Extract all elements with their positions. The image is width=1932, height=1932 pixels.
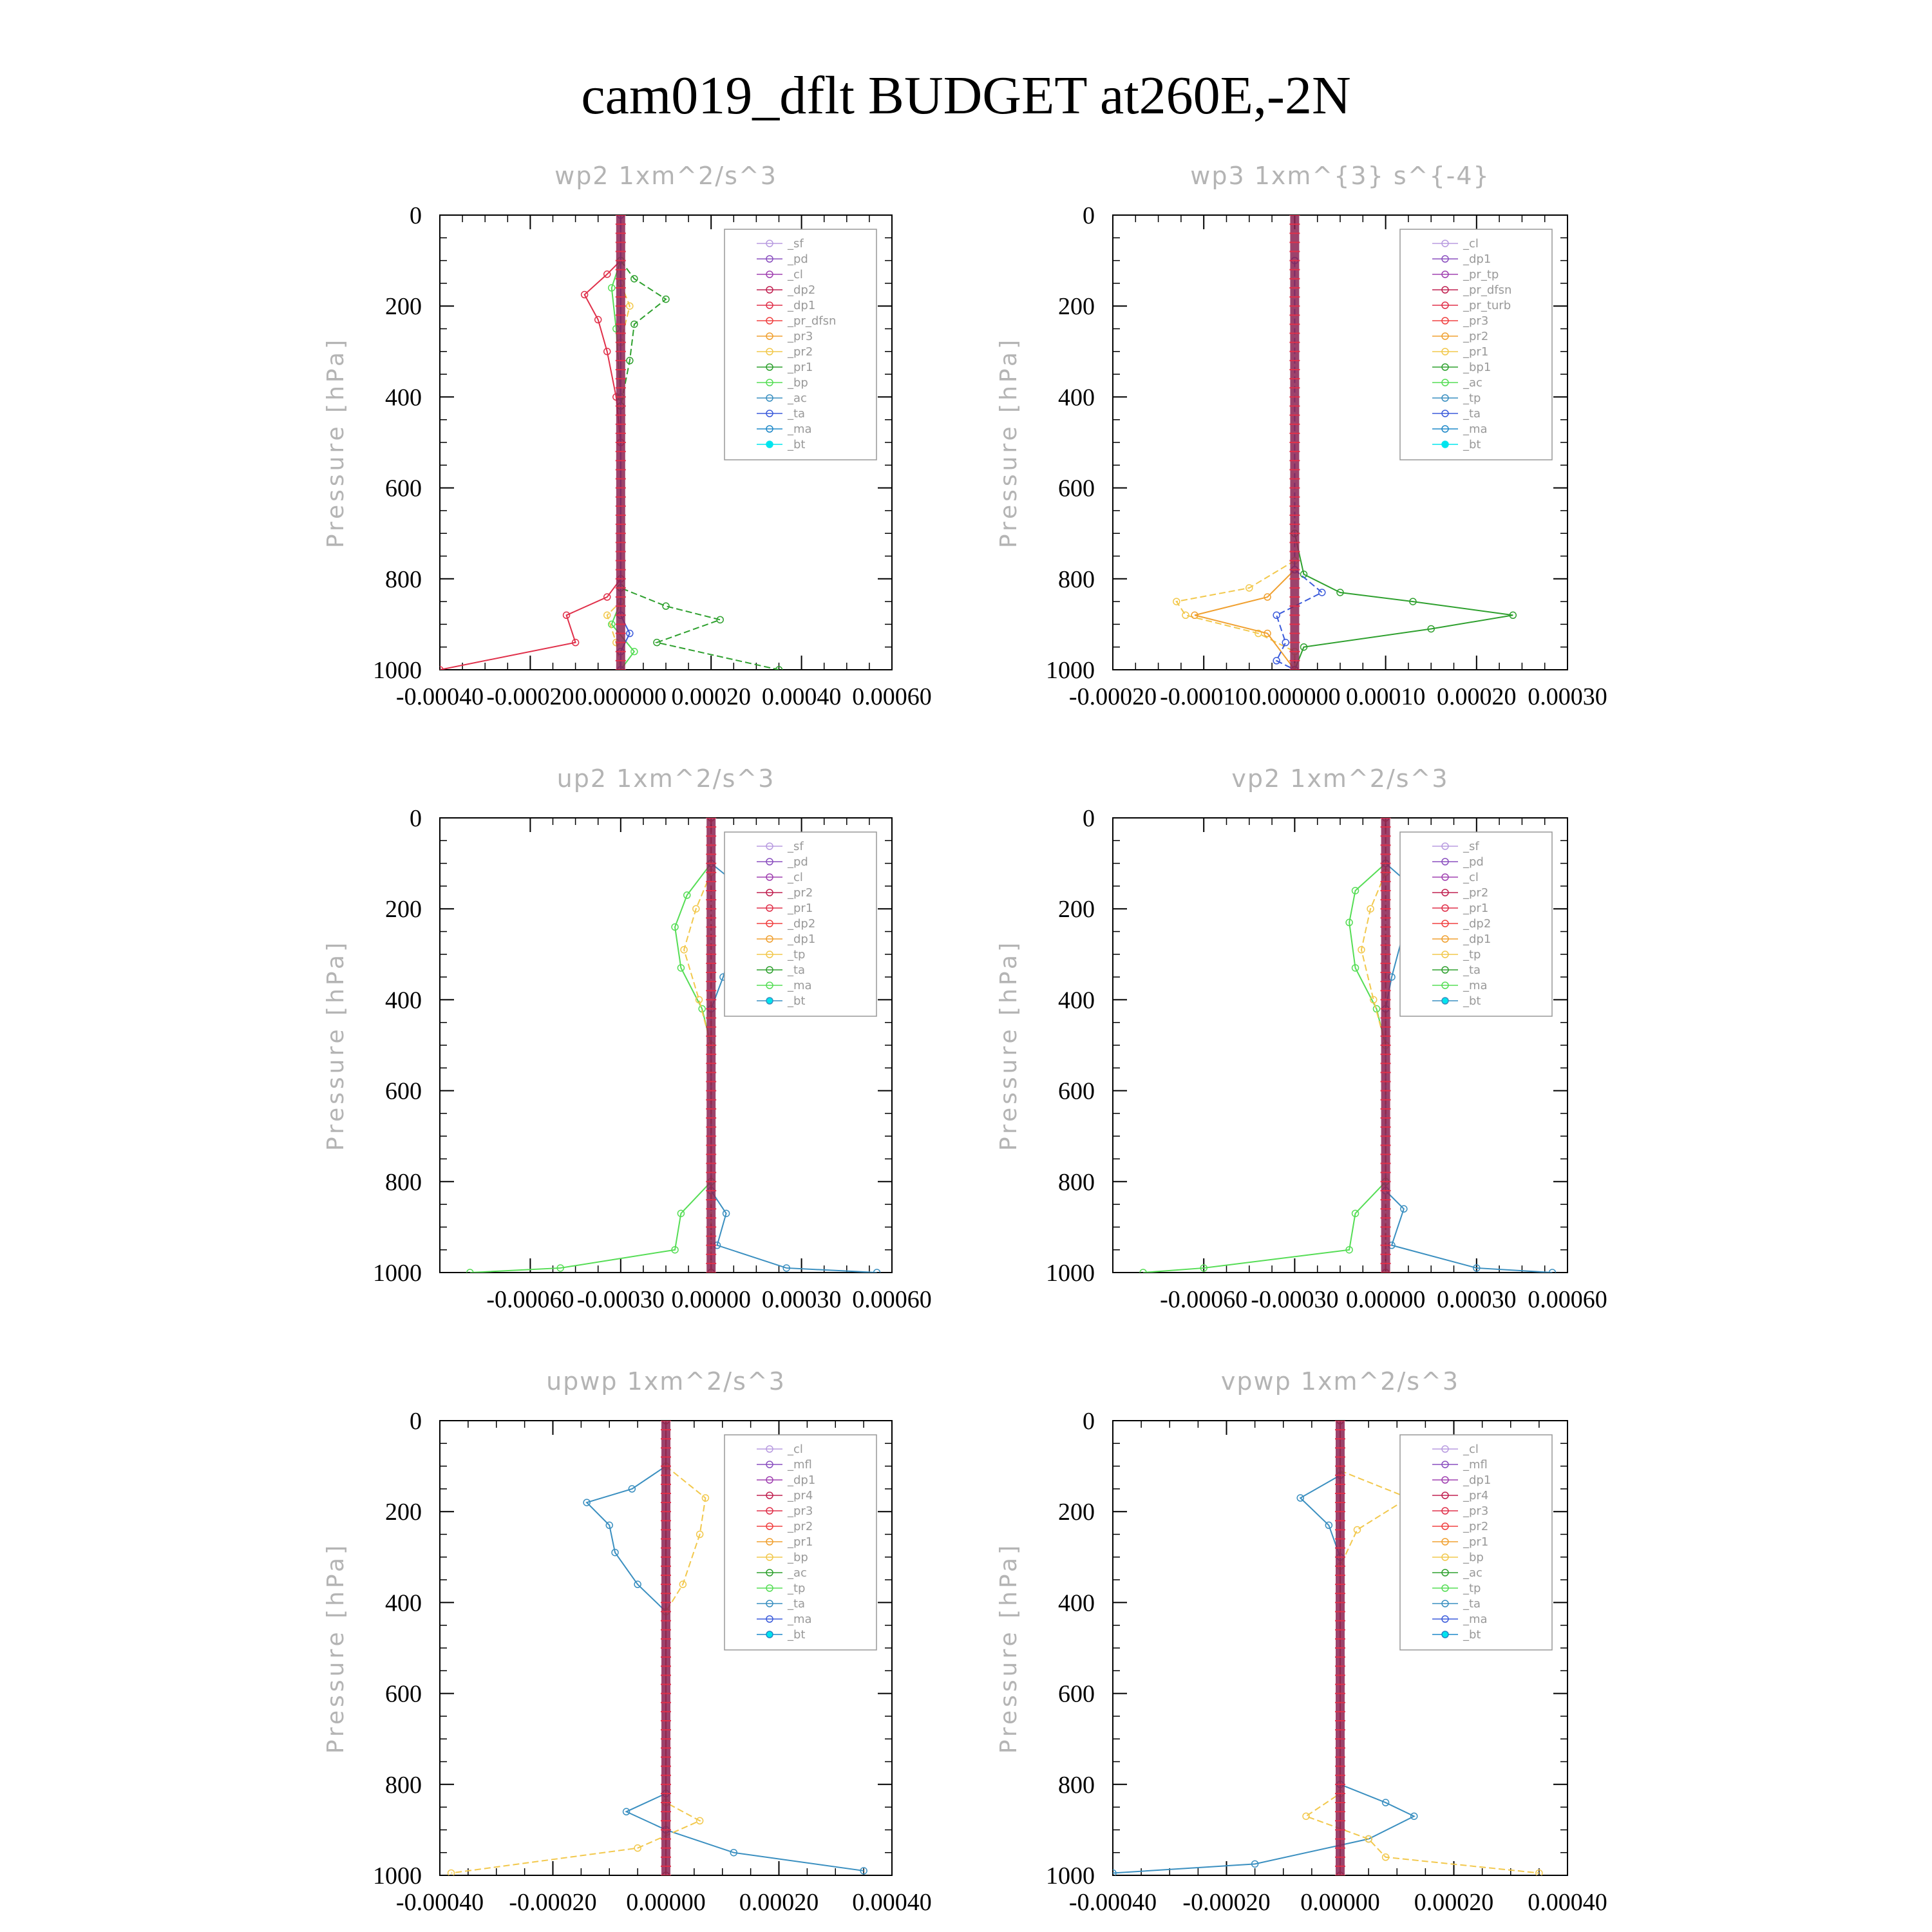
y-tick-label: 1000 (373, 1862, 422, 1889)
y-tick-label: 600 (1058, 475, 1095, 502)
y-tick-label: 1000 (373, 1260, 422, 1287)
panel-title: wp3 1xm^{3} s^{-4} (1190, 162, 1490, 190)
legend-label: _cl (1463, 871, 1479, 884)
y-tick-label: 1000 (1046, 657, 1095, 684)
y-tick-label: 600 (385, 1077, 422, 1105)
legend-label: _pr_turb (1463, 299, 1511, 312)
legend-label: _cl (788, 1443, 803, 1456)
legend-label: _tp (1463, 948, 1481, 961)
legend-label: _pr3 (1463, 1504, 1489, 1518)
y-tick-label: 200 (1058, 293, 1095, 321)
legend-label: _pr2 (788, 1520, 813, 1533)
legend-marker (766, 998, 773, 1004)
legend-label: _cl (1463, 1443, 1479, 1456)
legend-label: _bt (788, 994, 806, 1008)
chart-panel-4 (996, 764, 1607, 1313)
legend-label: _ta (1463, 963, 1481, 977)
y-tick-label: 0 (1083, 1408, 1095, 1435)
legend-label: _ma (788, 979, 812, 992)
legend (1400, 1435, 1552, 1650)
legend-label: _dp2 (1463, 917, 1492, 931)
x-tick-label: 0.00030 (1528, 683, 1607, 710)
y-tick-label: 1000 (1046, 1260, 1095, 1287)
legend-label: _pr1 (788, 1535, 813, 1549)
y-axis-label: Pressure [hPa] (323, 336, 349, 549)
legend-label: _pr1 (1463, 1535, 1489, 1549)
x-tick-label: 0.00020 (1437, 683, 1517, 710)
x-tick-label: 0.00040 (1528, 1889, 1607, 1916)
legend-label: _pr1 (788, 361, 813, 374)
y-tick-label: 0 (410, 202, 422, 229)
legend-label: _ma (788, 1613, 812, 1626)
x-tick-label: 0.000000 (574, 683, 667, 710)
legend-label: _dp2 (788, 917, 816, 931)
legend-label: _pr1 (1463, 902, 1489, 915)
x-tick-label: 0.00000 (671, 1286, 751, 1313)
y-tick-label: 800 (385, 565, 422, 593)
legend-marker (766, 441, 773, 448)
x-tick-label: 0.00000 (626, 1889, 706, 1916)
x-tick-label: 0.00030 (1437, 1286, 1517, 1313)
panel-title: up2 1xm^2/s^3 (556, 764, 775, 793)
y-tick-label: 400 (385, 1589, 422, 1617)
x-tick-label: -0.00040 (1068, 1889, 1157, 1916)
legend-label: _pr2 (788, 345, 813, 359)
x-tick-label: 0.00040 (852, 1889, 932, 1916)
x-tick-label: -0.00040 (395, 1889, 484, 1916)
y-tick-label: 800 (1058, 1771, 1095, 1799)
series-point (1282, 639, 1289, 646)
legend-marker (1442, 998, 1448, 1004)
legend-label: _dp1 (788, 299, 816, 312)
legend-label: _ac (1463, 1566, 1482, 1580)
legend-label: _tp (1463, 1582, 1481, 1595)
chart-panel-6 (996, 1367, 1607, 1916)
y-tick-label: 800 (385, 1168, 422, 1196)
series-line-pr1 (1177, 561, 1295, 670)
legend (724, 832, 876, 1016)
legend-label: _ma (1463, 1613, 1488, 1626)
x-tick-label: 0.00060 (852, 1286, 932, 1313)
legend-label: _pr2 (1463, 886, 1489, 900)
legend-label: _ta (1463, 407, 1481, 421)
y-tick-label: 800 (1058, 565, 1095, 593)
legend-label: _pr4 (788, 1489, 813, 1502)
legend-label: _bp (1463, 1551, 1484, 1564)
y-tick-label: 400 (1058, 987, 1095, 1014)
legend-label: _pr2 (1463, 330, 1489, 343)
legend (724, 229, 876, 460)
figure-title: cam019_dflt BUDGET at260E,-2N (581, 66, 1351, 126)
y-tick-label: 800 (1058, 1168, 1095, 1196)
legend-label: _pd (788, 855, 808, 869)
series-point (1273, 612, 1280, 618)
legend-label: _bp (788, 376, 808, 390)
series-line-bp1 (1294, 533, 1513, 670)
legend-label: _mfl (1463, 1458, 1488, 1472)
series-point (1354, 1526, 1360, 1533)
y-tick-label: 400 (1058, 384, 1095, 412)
legend-label: _sf (788, 840, 804, 853)
legend-label: _pr3 (788, 330, 813, 343)
y-axis-label: Pressure [hPa] (996, 939, 1022, 1151)
legend-label: _ma (1463, 979, 1488, 992)
x-tick-label: -0.00040 (395, 683, 484, 710)
y-tick-label: 1000 (373, 657, 422, 684)
x-tick-label: -0.00060 (1160, 1286, 1248, 1313)
legend-label: _cl (788, 871, 803, 884)
legend-marker (1442, 441, 1448, 448)
y-axis-label: Pressure [hPa] (996, 336, 1022, 549)
y-tick-label: 1000 (1046, 1862, 1095, 1889)
x-tick-label: -0.00030 (1251, 1286, 1339, 1313)
legend-label: _pr3 (788, 1504, 813, 1518)
series-point (1303, 1813, 1309, 1819)
legend-label: _dp1 (1463, 1473, 1492, 1487)
legend-label: _pr3 (1463, 314, 1489, 328)
legend-label: _ac (788, 392, 807, 405)
panel-title: wp2 1xm^2/s^3 (554, 162, 777, 190)
y-tick-label: 200 (385, 293, 422, 321)
series-line-tp (1113, 1475, 1414, 1873)
legend-label: _bt (788, 438, 806, 451)
legend-label: _dp1 (1463, 252, 1492, 266)
legend-label: _bt (1463, 438, 1481, 451)
series-line-dp1 (440, 261, 621, 670)
y-tick-label: 200 (1058, 1499, 1095, 1526)
y-tick-label: 0 (410, 805, 422, 832)
legend-label: _bt (788, 1628, 806, 1642)
x-tick-label: -0.00020 (1068, 683, 1157, 710)
chart-panel-1 (323, 162, 932, 710)
legend-label: _pr2 (1463, 1520, 1489, 1533)
y-tick-label: 600 (385, 475, 422, 502)
x-tick-label: 0.00010 (1345, 683, 1426, 710)
legend-label: _ta (788, 963, 806, 977)
legend-label: _pr_tp (1463, 268, 1499, 281)
legend-label: _bt (1463, 994, 1481, 1008)
y-tick-label: 0 (1083, 202, 1095, 229)
legend-label: _pd (788, 252, 808, 266)
legend-label: _cl (788, 268, 803, 281)
x-tick-label: 0.00020 (671, 683, 751, 710)
y-tick-label: 200 (385, 1499, 422, 1526)
legend-label: _dp1 (1463, 933, 1492, 946)
legend-label: _ac (1463, 376, 1482, 390)
legend-label: _ac (788, 1566, 807, 1580)
legend-label: _bp (788, 1551, 808, 1564)
x-tick-label: 0.000000 (1249, 683, 1341, 710)
x-tick-label: 0.00020 (739, 1889, 819, 1916)
series-line-dp1 (470, 864, 711, 1273)
legend-label: _bp1 (1463, 361, 1492, 374)
legend-label: _mfl (788, 1458, 812, 1472)
y-tick-label: 400 (385, 384, 422, 412)
legend (1400, 832, 1552, 1016)
series-point (1319, 589, 1325, 596)
y-tick-label: 600 (1058, 1680, 1095, 1708)
y-tick-label: 0 (1083, 805, 1095, 832)
legend-label: _pr1 (788, 902, 813, 915)
series-line-dp1 (1143, 864, 1386, 1273)
x-tick-label: -0.00030 (576, 1286, 665, 1313)
panel-title: vp2 1xm^2/s^3 (1231, 764, 1449, 793)
legend (1400, 229, 1552, 460)
x-tick-label: 0.00020 (1414, 1889, 1494, 1916)
legend-label: _dp1 (788, 1473, 816, 1487)
y-tick-label: 400 (385, 987, 422, 1014)
legend-label: _tp (788, 948, 806, 961)
x-tick-label: 0.00060 (1528, 1286, 1607, 1313)
x-tick-label: 0.00060 (852, 683, 932, 710)
legend-label: _dp1 (788, 933, 816, 946)
y-tick-label: 200 (385, 896, 422, 923)
y-tick-label: 600 (385, 1680, 422, 1708)
series-line-ta (1276, 261, 1322, 670)
legend-label: _dp2 (788, 283, 816, 297)
chart-panel-2 (996, 162, 1607, 710)
panel-title: upwp 1xm^2/s^3 (546, 1367, 786, 1396)
legend-label: _tp (788, 1582, 806, 1595)
x-tick-label: 0.00000 (1345, 1286, 1426, 1313)
x-tick-label: -0.00020 (509, 1889, 597, 1916)
legend-label: _pr2 (788, 886, 813, 900)
x-tick-label: -0.00020 (1182, 1889, 1271, 1916)
legend-label: _ta (788, 1597, 806, 1611)
panel-title: vpwp 1xm^2/s^3 (1220, 1367, 1460, 1396)
y-tick-label: 600 (1058, 1077, 1095, 1105)
legend-marker (1442, 1631, 1448, 1638)
chart-panel-3 (323, 764, 932, 1313)
legend (724, 1435, 876, 1650)
y-axis-label: Pressure [hPa] (323, 939, 349, 1151)
legend-marker (766, 1631, 773, 1638)
y-tick-label: 800 (385, 1771, 422, 1799)
y-tick-label: 200 (1058, 896, 1095, 923)
legend-label: _pr_dfsn (1463, 283, 1512, 297)
y-tick-label: 400 (1058, 1589, 1095, 1617)
legend-label: _sf (1463, 840, 1479, 853)
legend-label: _cl (1463, 237, 1479, 251)
x-tick-label: 0.00040 (761, 683, 842, 710)
x-tick-label: 0.00030 (761, 1286, 842, 1313)
x-tick-label: -0.00060 (486, 1286, 574, 1313)
legend-label: _ma (788, 422, 812, 436)
legend-label: _pd (1463, 855, 1484, 869)
chart-panel-5 (323, 1367, 932, 1916)
legend-label: _pr4 (1463, 1489, 1489, 1502)
y-tick-label: 0 (410, 1408, 422, 1435)
y-axis-label: Pressure [hPa] (323, 1542, 349, 1754)
x-tick-label: -0.00020 (486, 683, 574, 710)
legend-label: _bt (1463, 1628, 1481, 1642)
legend-label: _ta (788, 407, 806, 421)
legend-label: _sf (788, 237, 804, 251)
legend-label: _ta (1463, 1597, 1481, 1611)
legend-label: _pr1 (1463, 345, 1489, 359)
legend-label: _pr_dfsn (788, 314, 837, 328)
legend-label: _tp (1463, 392, 1481, 405)
legend-label: _ma (1463, 422, 1488, 436)
y-axis-label: Pressure [hPa] (996, 1542, 1022, 1754)
x-tick-label: -0.00010 (1160, 683, 1248, 710)
x-tick-label: 0.00000 (1300, 1889, 1380, 1916)
